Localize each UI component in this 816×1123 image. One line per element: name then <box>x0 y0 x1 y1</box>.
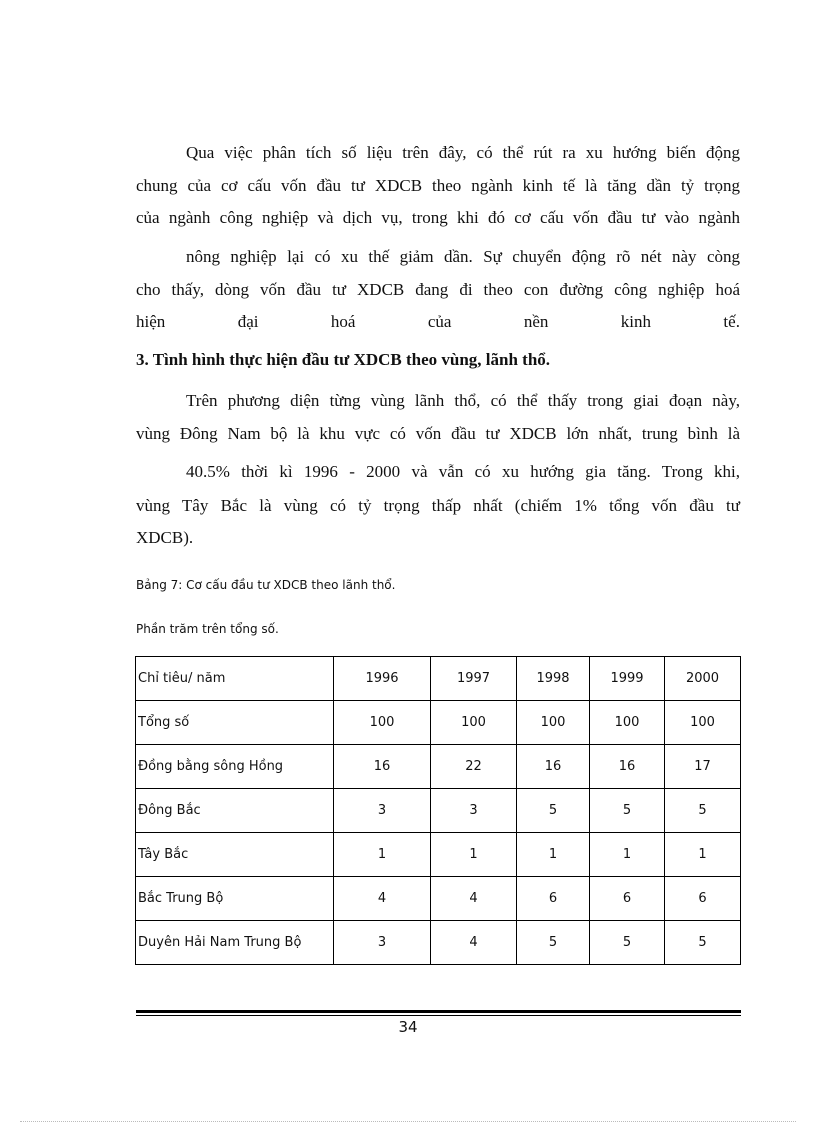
table-cell: 6 <box>517 877 590 921</box>
table-cell: 100 <box>590 701 665 745</box>
table-cell: 5 <box>665 921 741 965</box>
footer-rule-thin <box>136 1015 741 1016</box>
paragraph-1-line-2: chung của cơ cấu vốn đầu tư XDCB theo ngành kinh tế là tăng dần tỷ trọng <box>136 176 740 195</box>
word: của <box>427 312 452 331</box>
table-cell: 16 <box>334 745 431 789</box>
paragraph-2-line-4: vùng Tây Bắc là vùng có tỷ trọng thấp nhất (chiếm 1% tổng vốn đầu tư <box>136 496 740 515</box>
table-cell: 4 <box>431 921 517 965</box>
table-unit-note: Phần trăm trên tổng số. <box>136 622 279 636</box>
header-cell: 1996 <box>334 657 431 701</box>
table-cell: 1 <box>431 833 517 877</box>
table-cell: 3 <box>431 789 517 833</box>
paragraph-1-line-4: nông nghiệp lại có xu thế giảm dần. Sự chuyển động rõ nét này còng <box>186 247 740 266</box>
paragraph-1-line-3: của ngành công nghiệp và dịch vụ, trong khi đó cơ cấu vốn đầu tư vào ngành <box>136 208 740 227</box>
word: tế. <box>723 312 740 331</box>
row-label: Đồng bằng sông Hồng <box>136 745 334 789</box>
header-cell: 2000 <box>665 657 741 701</box>
paragraph-1-line-1: Qua việc phân tích số liệu trên đây, có thể rút ra xu hướng biến động <box>186 143 740 162</box>
word: hoá <box>330 312 356 331</box>
table-cell: 22 <box>431 745 517 789</box>
table-cell: 100 <box>665 701 741 745</box>
regional-investment-table <box>135 656 741 965</box>
table-cell: 17 <box>665 745 741 789</box>
page-edge-dotted-line <box>20 1121 796 1122</box>
table-cell: 5 <box>665 789 741 833</box>
table-cell: 16 <box>517 745 590 789</box>
table-header-row <box>136 657 741 701</box>
paragraph-2-line-5: XDCB). <box>136 528 194 547</box>
word: hiện <box>136 312 166 331</box>
paragraph-2-line-2: vùng Đông Nam bộ là khu vực có vốn đầu tư XDCB lớn nhất, trung bình là <box>136 424 740 443</box>
header-cell: 1997 <box>431 657 517 701</box>
paragraph-2-line-1: Trên phương diện từng vùng lãnh thổ, có thể thấy trong giai đoạn này, <box>186 391 740 410</box>
header-cell: 1999 <box>590 657 665 701</box>
table-cell: 1 <box>665 833 741 877</box>
table-cell: 1 <box>517 833 590 877</box>
row-label: Đông Bắc <box>136 789 334 833</box>
paragraph-1-line-5: cho thấy, dòng vốn đầu tư XDCB đang đi theo con đường công nghiệp hoá <box>136 280 740 299</box>
table-row <box>136 745 741 789</box>
row-label: Tổng số <box>136 701 334 745</box>
table-cell: 100 <box>431 701 517 745</box>
table-cell: 3 <box>334 789 431 833</box>
section-heading: 3. Tình hình thực hiện đầu tư XDCB theo vùng, lãnh thổ. <box>136 350 551 369</box>
table-cell: 4 <box>334 877 431 921</box>
table-cell: 4 <box>431 877 517 921</box>
table-row <box>136 877 741 921</box>
row-label: Duyên Hải Nam Trung Bộ <box>136 921 334 965</box>
table-row <box>136 921 741 965</box>
table-cell: 1 <box>590 833 665 877</box>
table-cell: 16 <box>590 745 665 789</box>
table-cell: 3 <box>334 921 431 965</box>
word: kinh <box>620 312 652 331</box>
word: nền <box>523 312 549 331</box>
table-caption: Bảng 7: Cơ cấu đầu tư XDCB theo lãnh thổ. <box>136 578 396 592</box>
table-cell: 100 <box>334 701 431 745</box>
table-cell: 5 <box>590 921 665 965</box>
header-cell: 1998 <box>517 657 590 701</box>
table-cell: 5 <box>517 921 590 965</box>
page-number: 34 <box>398 1018 418 1036</box>
table-cell: 5 <box>517 789 590 833</box>
header-cell: Chỉ tiêu/ năm <box>136 657 334 701</box>
table-row <box>136 789 741 833</box>
table-cell: 6 <box>665 877 741 921</box>
row-label: Bắc Trung Bộ <box>136 877 334 921</box>
footer-rule-thick <box>136 1010 741 1013</box>
paragraph-2-line-3: 40.5% thời kì 1996 - 2000 và vẫn có xu hướng gia tăng. Trong khi, <box>186 462 740 481</box>
table-cell: 5 <box>590 789 665 833</box>
table-cell: 6 <box>590 877 665 921</box>
row-label: Tây Bắc <box>136 833 334 877</box>
table-cell: 1 <box>334 833 431 877</box>
word: đại <box>237 312 259 331</box>
table-row <box>136 701 741 745</box>
paragraph-1-line-6 <box>136 311 740 333</box>
table-row <box>136 833 741 877</box>
table-cell: 100 <box>517 701 590 745</box>
